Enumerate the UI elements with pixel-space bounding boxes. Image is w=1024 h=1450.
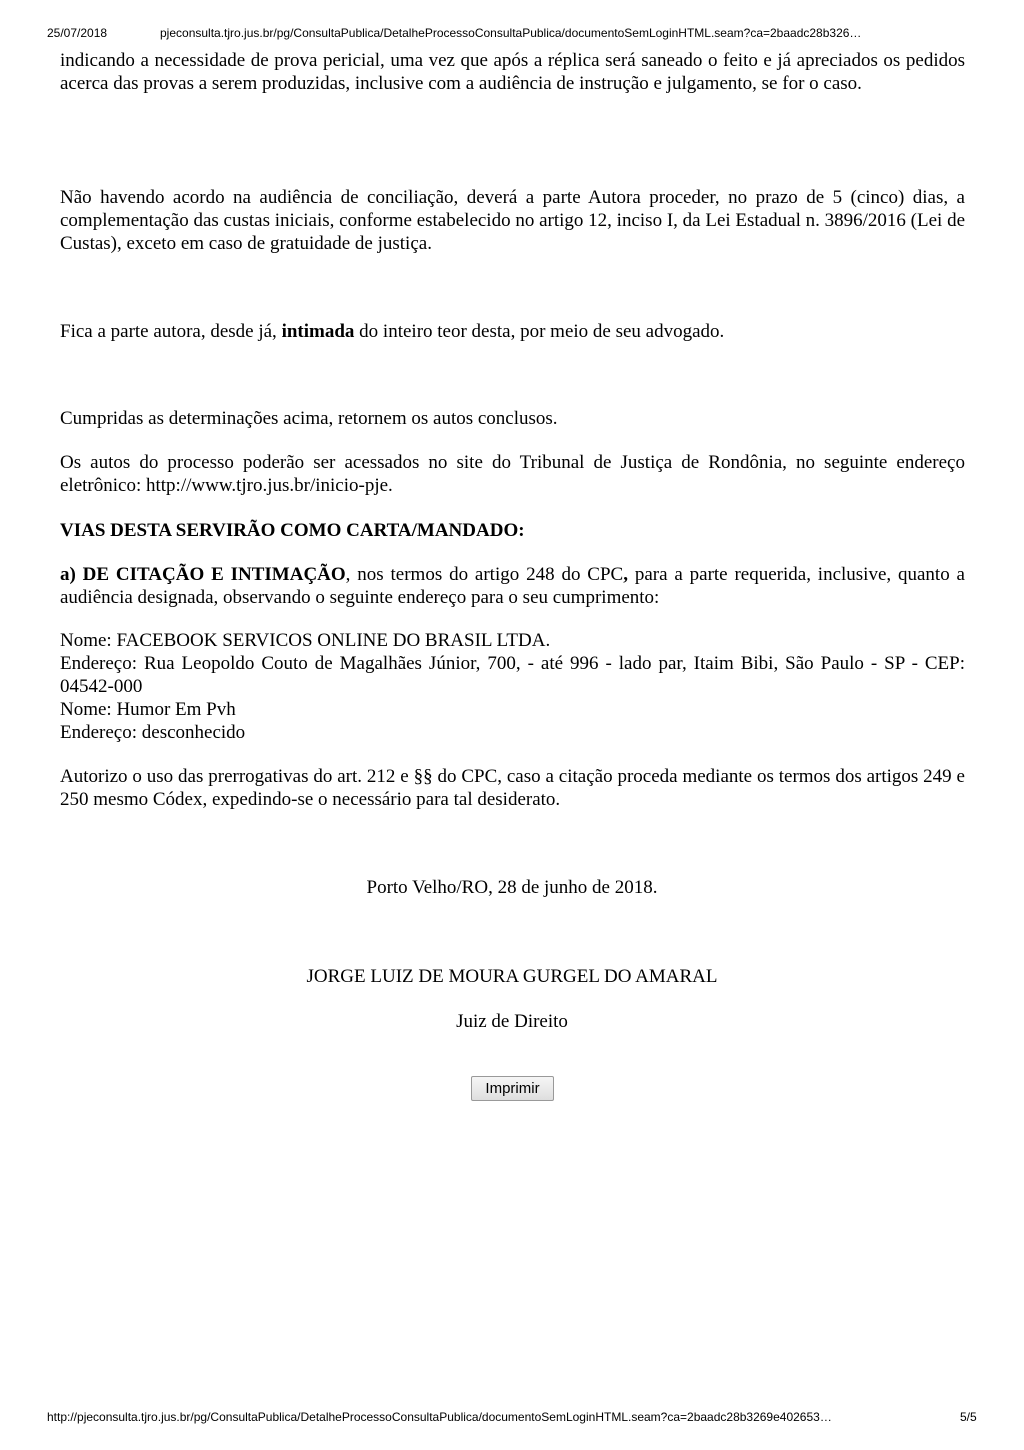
print-url-header: pjeconsulta.tjro.jus.br/pg/ConsultaPublica/DetalheProcessoConsultaPublica/documentoSemLoginHTML.seam?ca=2baadc28b326… [160,26,862,40]
address-line: Endereço: Rua Leopoldo Couto de Magalhães Júnior, 700, - até 996 - lado par, Itaim Bibi, São Paulo - SP - CEP: 04542-000 [60,653,965,697]
paragraph-conclusos: Cumpridas as determinações acima, retornem os autos conclusos. [60,408,558,429]
bold-text: a) DE CITAÇÃO E INTIMAÇÃO [60,564,346,585]
judge-name: JORGE LUIZ DE MOURA GURGEL DO AMARAL [306,966,718,987]
paragraph-prerrogativas: Autorizo o uso das prerrogativas do art. 212 e §§ do CPC, caso a citação proceda mediante os termos dos artigos 249 e 250 mesmo Códex, expedindo-se o necessário para tal desiderato. [60,766,965,810]
paragraph-site: Os autos do processo poderão ser acessados no site do Tribunal de Justiça de Rondônia, no seguinte endereço eletrônico: http://www.tjro.jus.br/inicio-pje. [60,452,965,496]
print-url-footer: http://pjeconsulta.tjro.jus.br/pg/ConsultaPublica/DetalheProcessoConsultaPublica/documentoSemLoginHTML.seam?ca=2baadc28b3269e402653… [47,1410,832,1424]
text: Fica a parte autora, desde já, [60,321,282,342]
address-block [60,629,965,744]
paragraph-intimacao [60,320,965,343]
place-date: Porto Velho/RO, 28 de junho de 2018. [366,877,658,898]
address-line: Nome: FACEBOOK SERVICOS ONLINE DO BRASIL LTDA. [60,630,551,651]
text: do inteiro teor desta, por meio de seu advogado. [354,321,725,342]
address-line: Nome: Humor Em Pvh [60,699,236,720]
judge-role: Juiz de Direito [456,1011,568,1032]
page-number: 5/5 [960,1410,977,1424]
paragraph-citacao [60,563,965,609]
text: , nos termos do artigo 248 do CPC [345,564,624,585]
paragraph-prova-pericial: indicando a necessidade de prova pericial, uma vez que após a réplica será saneado o feito e já apreciados os pedidos acerca das provas a serem produzidas, inclusive com a audiência de instrução e julgamento, se for o caso. [60,50,965,94]
print-date: 25/07/2018 [47,26,108,40]
bold-text: , [623,564,628,585]
section-heading: VIAS DESTA SERVIRÃO COMO CARTA/MANDADO: [60,520,525,541]
print-button[interactable]: Imprimir [471,1076,554,1101]
address-line: Endereço: desconhecido [60,722,246,743]
text: para a parte requerida, inclusive, quanto a audiência designada, observando o seguinte endereço para o seu cumprimento: [60,564,965,608]
paragraph-custas: Não havendo acordo na audiência de conciliação, deverá a parte Autora proceder, no prazo de 5 (cinco) dias, a complementação das custas iniciais, conforme estabelecido no artigo 12, inciso I, da Lei Estadual n. 3896/2016 (Lei de Custas), exceto em caso de gratuidade de justiça. [60,187,965,254]
bold-text: intimada [281,321,355,342]
